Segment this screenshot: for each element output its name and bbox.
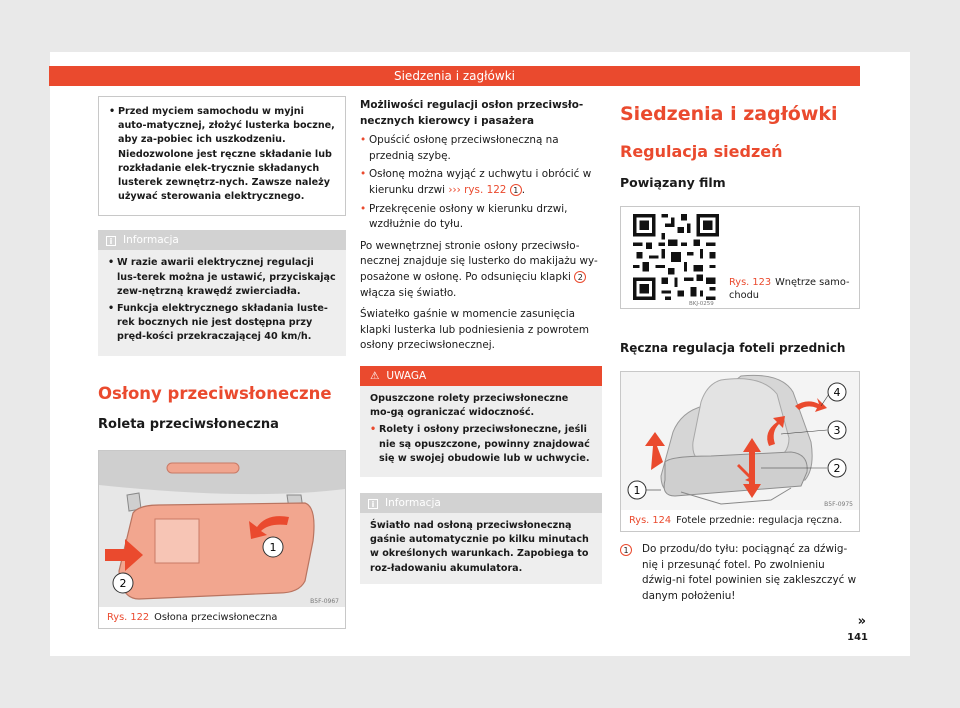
manual-adjustment-heading: Ręczna regulacja foteli przednich <box>620 341 846 355</box>
column-left <box>98 96 346 629</box>
column-middle <box>360 96 602 584</box>
step-marker-1: 1 <box>620 544 632 556</box>
figure-seat <box>620 371 860 532</box>
figure-caption-text: Osłona przeciwsłoneczna <box>154 611 278 623</box>
warning-callout <box>360 366 602 477</box>
marker-2: 2 <box>833 462 841 475</box>
paragraph-light: Światełko gaśnie w momencie zasunięcia klapki lusterka lub podniesienia z powrotem osłony przeciwsłonecznej. <box>360 308 590 352</box>
chapter-title: Siedzenia i zagłówki <box>620 103 838 125</box>
info-header <box>98 230 346 250</box>
adjustment-heading: Możliwości regulacji osłon przeciwsło-necznych kierowcy i pasażera <box>360 99 584 127</box>
figure-code: B5F-0975 <box>824 501 853 508</box>
figure-code: B5F-0967 <box>310 597 339 605</box>
section-title: Osłony przeciwsłoneczne <box>98 383 332 403</box>
marker-1: 1 <box>269 540 277 554</box>
continue-indicator: » <box>857 614 866 629</box>
info-header: i Informacja <box>360 493 602 513</box>
page-number: 141 <box>847 632 868 643</box>
seat-illustration <box>621 372 859 510</box>
info-icon: i <box>106 236 116 246</box>
column-right <box>620 96 860 604</box>
step-bullet: • Opuścić osłonę przeciwsłoneczną na przednią szybę. <box>360 133 602 164</box>
subsection-title: Roleta przeciwsłoneczna <box>98 416 279 432</box>
figure-caption: Rys. 124 Fotele przednie: regulacja ręczna. <box>629 515 843 526</box>
marker-4: 4 <box>833 386 841 399</box>
ref-arrows: ››› <box>448 183 461 196</box>
info-bullet: • Funkcja elektrycznego składania luste-rek bocznych nie jest dostępna przy pręd-kości przekraczającej 40 km/h. <box>108 302 336 345</box>
warning-body <box>360 386 602 477</box>
figure-ref-link[interactable]: rys. 122 <box>464 183 507 196</box>
info-bullet: • W razie awarii elektrycznej regulacji lus-terek można je ustawić, przyciskając zew-nętrzną krawędź zwierciadła. <box>108 256 336 299</box>
step-1-text: Do przodu/do tyłu: pociągnąć za dźwig-nię i przesunąć fotel. Po zwolnieniu dźwig-ni fotel powinien się zakleszczyć w danym położeniu! <box>642 543 857 602</box>
figure-qr[interactable] <box>620 206 860 309</box>
warning-bullet: • Rolety i osłony przeciwsłoneczne, jeśli nie są opuszczone, powinny znajdować się w swojej obudowie lub w uchwycie. <box>370 423 592 466</box>
step-1 <box>620 542 860 604</box>
warning-header: ⚠ UWAGA <box>360 366 602 386</box>
info-title: Informacja <box>123 234 179 247</box>
info-body <box>98 250 346 355</box>
info-body: Światło nad osłoną przeciwsłoneczną gaśnie automatycznie po kilku minutach w określonych warunkach. Zapobiega to roz-ładowaniu akumulatora. <box>370 519 589 574</box>
chapter-subtitle: Regulacja siedzeń <box>620 142 783 161</box>
qr-caption: Rys. 123 Wnętrze samo-chodu <box>729 277 850 301</box>
page-header: Siedzenia i zagłówki <box>49 66 860 86</box>
warning-box <box>98 96 346 216</box>
figure-sun-visor <box>98 450 346 629</box>
warning-icon: ⚠ <box>370 369 380 382</box>
marker-1: 1 <box>633 484 641 497</box>
qr-code-id: BKJ-0259 <box>689 301 714 307</box>
marker-2: 2 <box>574 271 586 283</box>
info-box <box>360 493 602 584</box>
warning-bullet: • Przed myciem samochodu w myjni auto-matycznej, złożyć lusterka boczne, aby za-pobiec ich uszkodzeniu. Niedozwolone jest ręczne składanie lub rozkładanie elek-trycznie składanych lusterek zewnętrz-nych. Zawsze należy używać sterowania elektrycznego. <box>109 105 335 204</box>
sun-visor-illustration <box>99 451 345 607</box>
step-bullet: • Przekręcenie osłony w kierunku drzwi, wzdłużnie do tyłu. <box>360 202 602 233</box>
figure-label: Rys. 123 <box>729 277 772 288</box>
figure-label: Rys. 124 <box>629 515 672 526</box>
paragraph-mirror: Po wewnętrznej stronie osłony przeciwsło-necznej znajduje się lusterko do makijażu wy-posażone w osłonę. Po odsunięciu klapki 2 włącza się światło. <box>360 239 598 299</box>
step-bullet: • Osłonę można wyjąć z uchwytu i obrócić w kierunku drzwi ››› rys. 122 1 . <box>360 167 602 198</box>
info-icon: i <box>368 499 378 509</box>
marker-3: 3 <box>833 424 841 437</box>
marker-1: 1 <box>510 184 522 196</box>
qr-code[interactable] <box>630 211 722 303</box>
video-heading: Powiązany film <box>620 175 726 190</box>
figure-label: Rys. 122 <box>107 611 150 623</box>
info-box <box>98 230 346 355</box>
figure-caption <box>99 607 345 628</box>
warning-text: Opuszczone rolety przeciwsłoneczne mo-gą ograniczać widoczność. <box>370 392 569 419</box>
marker-2: 2 <box>119 576 127 590</box>
adjustment-steps <box>360 133 602 354</box>
